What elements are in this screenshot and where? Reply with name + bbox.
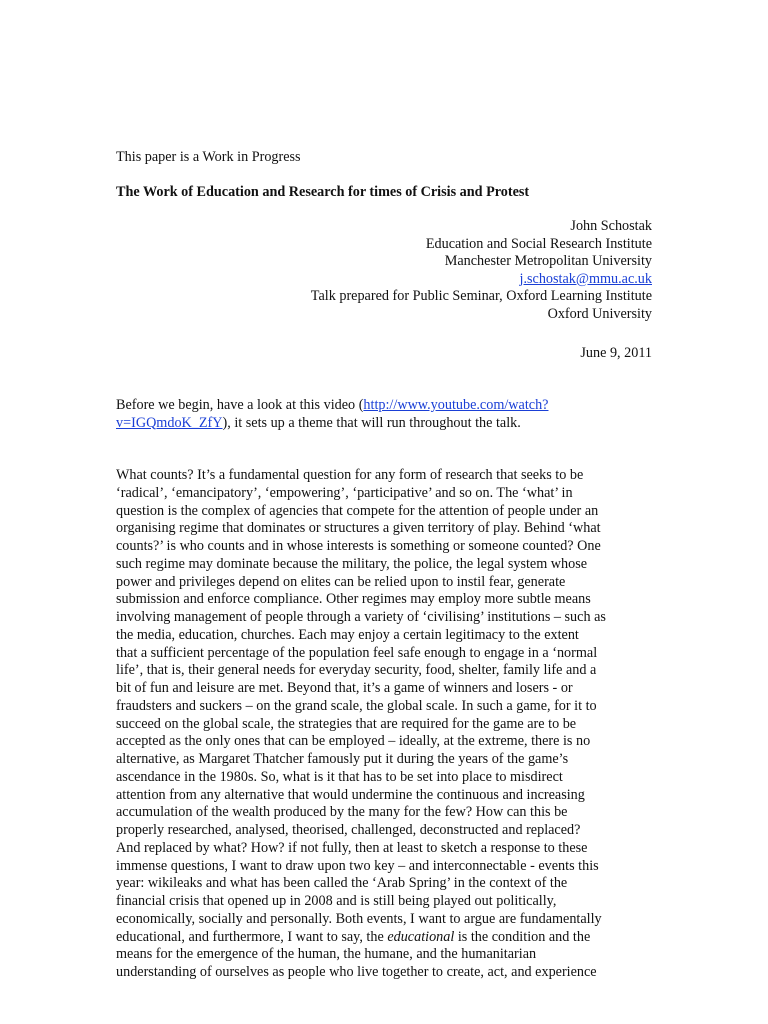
body-line: organising regime that dominates or structures a given territory of play. Behind ‘what [116,520,601,537]
author-university: Manchester Metropolitan University [444,253,652,270]
body-line: year: wikileaks and what has been called the ‘Arab Spring’ in the context of the [116,875,568,892]
body-line: And replaced by what? How? if not fully, then at least to sketch a response to these [116,839,588,856]
body-line: such regime may dominate because the military, the police, the legal system whose [116,555,588,572]
body-line: succeed on the global scale, the strategies that are required for the game are to be [116,715,577,732]
video-suffix: ), it sets up a theme that will run throughout the talk. [222,414,521,431]
body-line: submission and enforce compliance. Other regimes may employ more subtle means [116,591,591,608]
talk-description: Talk prepared for Public Seminar, Oxford Learning Institute [310,288,652,305]
body-line: power and privileges depend on elites can be relied upon to instil fear, generate [116,573,566,590]
intro-note: This paper is a Work in Progress [116,149,301,165]
body-line: fraudsters and suckers – on the grand scale, the global scale. In such a game, for it to [116,697,597,714]
video-link-part1[interactable]: http://www.youtube.com/watch? [363,397,549,413]
body-line: accepted as the only ones that can be employed – ideally, at the extreme, there is no [116,733,591,750]
body-line: immense questions, I want to draw upon two key – and interconnectable - events this [116,857,599,874]
author-institute: Education and Social Research Institute [425,235,652,252]
body-line: counts?’ is who counts and in whose interests is something or someone counted? One [116,538,601,554]
paper-date: June 9, 2011 [580,345,652,361]
video-paragraph [116,397,548,432]
body-line: attention from any alternative that would undermine the continuous and increasing [116,786,585,803]
body-line: economically, socially and personally. Both events, I want to argue are fundamentally [116,910,602,927]
body-line [116,929,606,947]
body-line: ascendance in the 1980s. So, what is it that has to be set into place to misdirect [116,768,563,785]
body-line: alternative, as Margaret Thatcher famously put it during the years of the game’s [116,751,569,767]
body-line: understanding of ourselves as people who live together to create, act, and experience [116,964,597,980]
body-line-text: educational, and furthermore, I want to say, the [116,928,388,945]
italic-emphasis: educational [387,928,455,945]
body-line: financial crisis that opened up in 2008 and is still being played out politically, [116,893,557,909]
body-line: properly researched, analysed, theorised, challenged, deconstructed and replaced? [116,822,581,838]
body-line-text: is the condition and the [454,928,591,945]
body-line: ‘radical’, ‘emancipatory’, ‘empowering’, ‘participative’ and so on. The ‘what’ in [116,484,573,501]
body-line: life’, that is, their general needs for everyday security, food, shelter, family life and a [116,662,597,679]
body-line: accumulation of the wealth produced by the many for the few? How can this be [116,804,568,821]
body-line: that a sufficient percentage of the population feel safe enough to engage in a ‘normal [116,644,598,661]
body-line: the media, education, churches. Each may enjoy a certain legitimacy to the extent [116,626,579,643]
body-line: question is the complex of agencies that compete for the attention of people under an [116,502,599,519]
body-line: bit of fun and leisure are met. Beyond that, it’s a game of winners and losers - or [116,680,573,696]
talk-venue: Oxford University [547,305,652,322]
body-line: What counts? It’s a fundamental question for any form of research that seeks to be [116,467,584,483]
video-link-part2[interactable]: v=IGQmdoK_ZfY [116,414,223,431]
author-block [311,218,652,324]
body-paragraph [116,467,606,982]
video-prefix: Before we begin, have a look at this video ( [116,397,364,413]
body-line: involving management of people through a variety of ‘civilising’ institutions – such as [116,609,606,625]
author-name: John Schostak [570,218,652,234]
body-line: means for the emergence of the human, the humane, and the humanitarian [116,946,537,963]
paper-title: The Work of Education and Research for times of Crisis and Protest [116,184,530,200]
author-email-link[interactable]: j.schostak@mmu.ac.uk [519,270,652,287]
